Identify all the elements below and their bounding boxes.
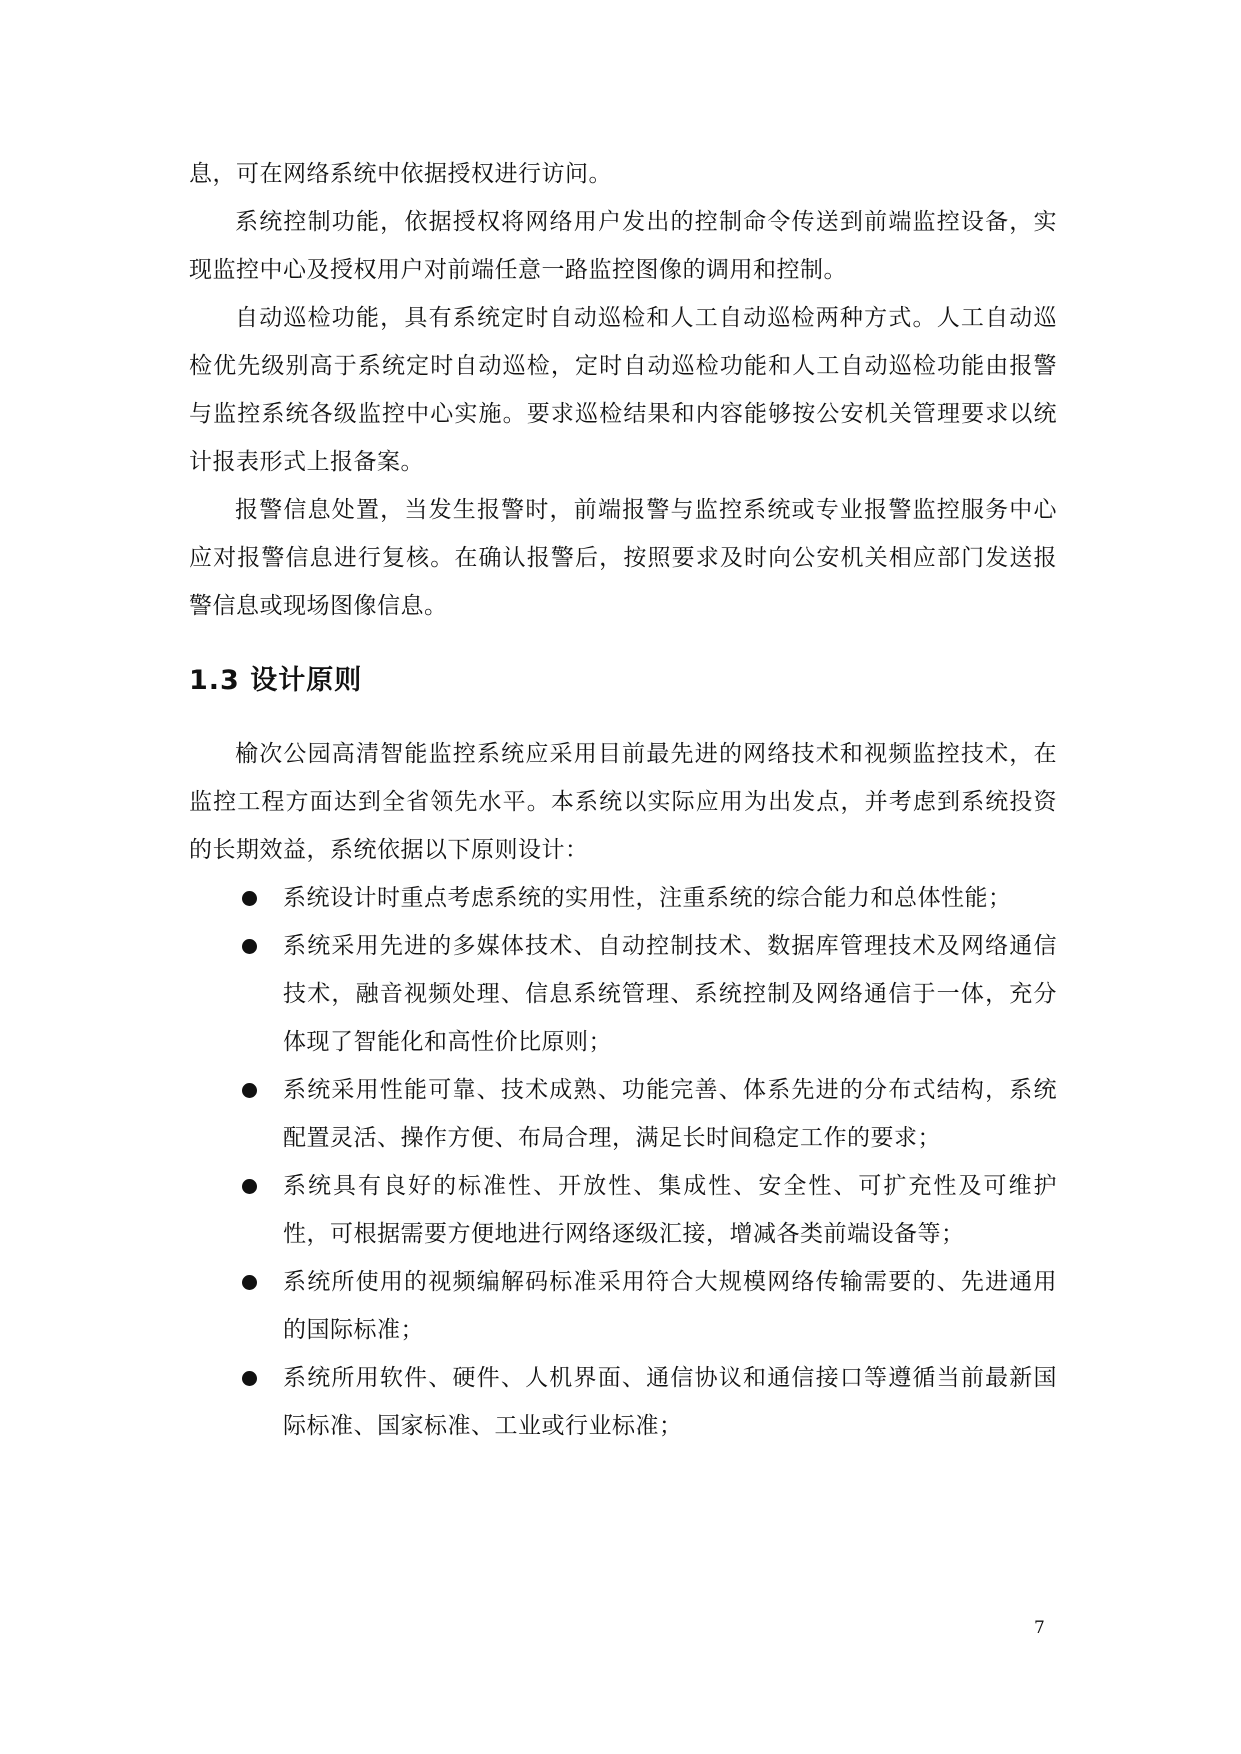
- list-item: [189, 1354, 1057, 1450]
- paragraph-auto-patrol: 自动巡检功能，具有系统定时自动巡检和人工自动巡检两种方式。人工自动巡检优先级别高于系统定时自动巡检，定时自动巡检功能和人工自动巡检功能由报警与监控系统各级监控中心实施。要求巡检结果和内容能够按公安机关管理要求以统计报表形式上报备案。: [189, 305, 1057, 475]
- list-item: [189, 1162, 1057, 1258]
- paragraph-alarm-handling: 报警信息处置，当发生报警时，前端报警与监控系统或专业报警监控服务中心应对报警信息进行复核。在确认报警后，按照要求及时向公安机关相应部门发送报警信息或现场图像信息。: [189, 497, 1057, 619]
- bullet-icon: [242, 939, 257, 954]
- list-item-text: 系统采用先进的多媒体技术、自动控制技术、数据库管理技术及网络通信技术，融音视频处理、信息系统管理、系统控制及网络通信于一体，充分体现了智能化和高性价比原则；: [283, 933, 1057, 1055]
- list-item-text: 系统采用性能可靠、技术成熟、功能完善、体系先进的分布式结构，系统配置灵活、操作方便、布局合理，满足长时间稳定工作的要求；: [283, 1077, 1057, 1151]
- list-item-text: 系统所使用的视频编解码标准采用符合大规模网络传输需要的、先进通用的国际标准；: [283, 1269, 1057, 1343]
- bullet-icon: [242, 891, 257, 906]
- bullet-icon: [242, 1083, 257, 1098]
- list-item: [189, 922, 1057, 1066]
- list-item-text: 系统具有良好的标准性、开放性、集成性、安全性、可扩充性及可维护性，可根据需要方便地进行网络逐级汇接，增减各类前端设备等；: [283, 1173, 1057, 1247]
- page-content: [189, 150, 1057, 1450]
- list-item-text: 系统设计时重点考虑系统的实用性，注重系统的综合能力和总体性能；: [283, 885, 1012, 911]
- list-item: [189, 874, 1057, 922]
- bullet-icon: [242, 1371, 257, 1386]
- principles-list: [189, 874, 1057, 1450]
- list-item: [189, 1258, 1057, 1354]
- page-number: 7: [1034, 1618, 1045, 1638]
- paragraph-system-control: 系统控制功能，依据授权将网络用户发出的控制命令传送到前端监控设备，实现监控中心及授权用户对前端任意一路监控图像的调用和控制。: [189, 209, 1057, 283]
- list-item-text: 系统所用软件、硬件、人机界面、通信协议和通信接口等遵循当前最新国际标准、国家标准、工业或行业标准；: [283, 1365, 1057, 1439]
- section-heading: 1.3 设计原则: [189, 665, 363, 696]
- bullet-icon: [242, 1275, 257, 1290]
- bullet-icon: [242, 1179, 257, 1194]
- paragraph-continued: 息，可在网络系统中依据授权进行访问。: [189, 161, 612, 187]
- list-item: [189, 1066, 1057, 1162]
- section-intro: 榆次公园高清智能监控系统应采用目前最先进的网络技术和视频监控技术，在监控工程方面达到全省领先水平。本系统以实际应用为出发点，并考虑到系统投资的长期效益，系统依据以下原则设计：: [189, 741, 1057, 863]
